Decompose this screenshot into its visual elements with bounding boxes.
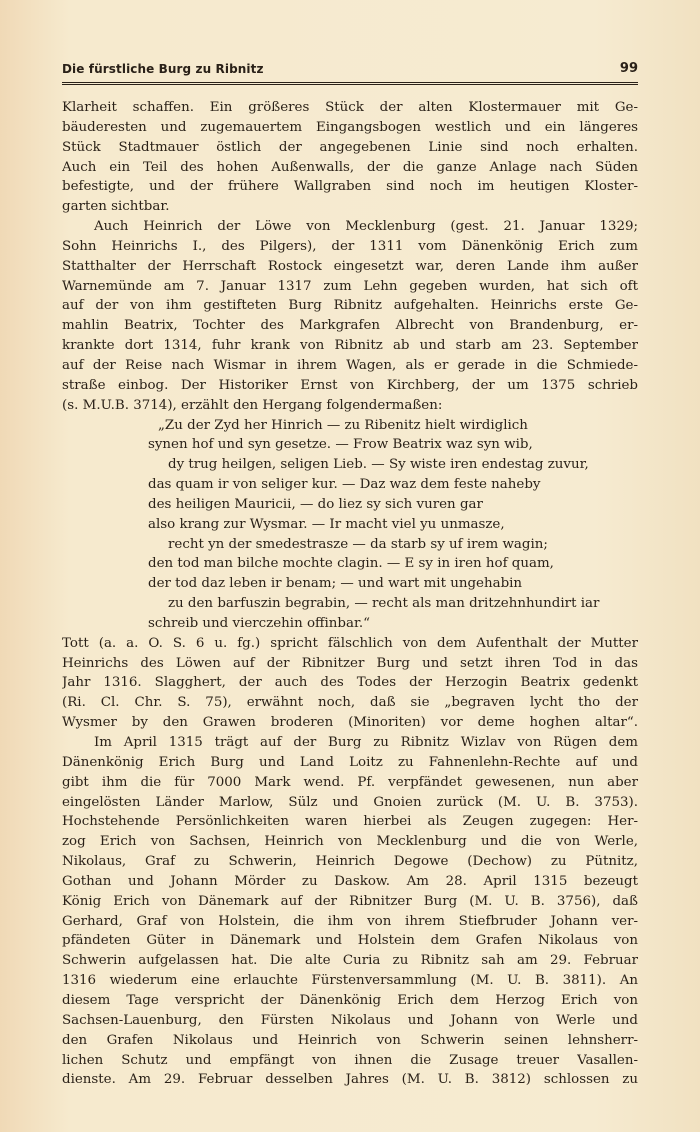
text-line: Gerhard, Graf von Holstein, die ihm von ihrem Stiefbruder Johann ver-: [62, 913, 638, 929]
text-line: lichen Schutz und empfängt von ihnen die Zusage treuer Vasallen-: [62, 1052, 638, 1068]
text-line: krankte dort 1314, fuhr krank von Ribnitz ab und starb am 23. September: [62, 338, 638, 354]
text-line: mahlin Beatrix, Tochter des Markgrafen Albrecht von Brandenburg, er-: [62, 318, 638, 334]
quote-line: also krang zur Wysmar. — Ir macht viel yu unmasze,: [148, 516, 505, 532]
text-line: Tott (a. a. O. S. 6 u. fg.) spricht fälschlich von dem Aufenthalt der Mutter: [62, 635, 638, 651]
text-line: pfändeten Güter in Dänemark und Holstein dem Grafen Nikolaus von: [62, 933, 638, 949]
quote-line: den tod man bilche mochte clagin. — E sy in iren hof quam,: [148, 556, 554, 572]
text-line: dienste. Am 29. Februar desselben Jahres (M. U. B. 3812) schlossen zu: [62, 1072, 638, 1088]
quote-line: „Zu der Zyd her Hinrich — zu Ribenitz hielt wirdiglich: [158, 417, 528, 433]
text-line: Statthalter der Herrschaft Rostock eingesetzt war, deren Lande ihm außer: [62, 258, 638, 274]
text-line: Hochstehende Persönlichkeiten waren hierbei als Zeugen zugegen: Her-: [62, 814, 638, 830]
text-line: Sohn Heinrichs I., des Pilgers), der 1311 vom Dänenkönig Erich zum: [62, 238, 638, 254]
page-number: 99: [619, 61, 638, 76]
quote-line: synen hof und syn gesetze. — Frow Beatrix waz syn wib,: [148, 437, 533, 453]
text-line: den Grafen Nikolaus und Heinrich von Schwerin seinen lehnsherr-: [62, 1032, 638, 1048]
text-line: Warnemünde am 7. Januar 1317 zum Lehn gegeben wurden, hat sich oft: [62, 278, 638, 294]
quote-line: des heiligen Mauricii, — do liez sy sich vuren gar: [148, 496, 483, 512]
quote-line: dy trug heilgen, seligen Lieb. — Sy wiste iren endestag zuvur,: [168, 457, 589, 473]
text-line: bäuderesten und zugemauertem Eingangsbogen westlich und ein längeres: [62, 119, 638, 135]
text-line: gibt ihm die für 7000 Mark wend. Pf. verpfändet gewesenen, nun aber: [62, 774, 638, 790]
text-line: Heinrichs des Löwen auf der Ribnitzer Burg und setzt ihren Tod in das: [62, 655, 638, 671]
text-line: auf der Reise nach Wismar in ihrem Wagen, als er gerade in die Schmiede-: [62, 357, 638, 373]
text-line: garten sichtbar.: [62, 199, 170, 215]
text-line: König Erich von Dänemark auf der Ribnitzer Burg (M. U. B. 3756), daß: [62, 893, 638, 909]
text-line: zog Erich von Sachsen, Heinrich von Mecklenburg und die von Werle,: [62, 834, 638, 850]
text-line: eingelösten Länder Marlow, Sülz und Gnoien zurück (M. U. B. 3753).: [62, 794, 638, 810]
quote-line: der tod daz leben ir benam; — und wart mit ungehabin: [148, 576, 523, 592]
text-line: Dänenkönig Erich Burg und Land Loitz zu Fahnenlehn-Rechte auf und: [62, 754, 638, 770]
text-line: straße einbog. Der Historiker Ernst von Kirchberg, der um 1375 schrieb: [62, 377, 638, 393]
text-line: Auch ein Teil des hohen Außenwalls, der die ganze Anlage nach Süden: [62, 159, 638, 175]
text-line: Gothan und Johann Mörder zu Daskow. Am 28. April 1315 bezeugt: [62, 873, 638, 889]
text-line: Klarheit schaffen. Ein größeres Stück der alten Klostermauer mit Ge-: [62, 100, 638, 115]
running-title: Die fürstliche Burg zu Ribnitz: [62, 62, 264, 76]
text-line: Im April 1315 trägt auf der Burg zu Ribnitz Wizlav von Rügen dem: [94, 735, 638, 750]
page-header: [62, 60, 638, 85]
text-line: (Ri. Cl. Chr. S. 75), erwähnt noch, daß sie „begraven lycht tho der: [62, 695, 638, 711]
quote-line: recht yn der smedestrasze — da starb sy uf irem wagin;: [168, 536, 548, 552]
text-line: Wysmer by den Grawen broderen (Minoriten) vor deme hoghen altar“.: [62, 715, 638, 731]
text-line: Schwerin aufgelassen hat. Die alte Curia zu Ribnitz sah am 29. Februar: [62, 953, 638, 969]
text-line: Sachsen-Lauenburg, den Fürsten Nikolaus und Johann von Werle und: [62, 1012, 638, 1028]
text-line: Stück Stadtmauer östlich der angegebenen Linie sind noch erhalten.: [62, 139, 638, 155]
text-line: auf der von ihm gestifteten Burg Ribnitz aufgehalten. Heinrichs erste Ge-: [62, 298, 638, 314]
text-line: 1316 wiederum eine erlauchte Fürstenversammlung (M. U. B. 3811). An: [62, 973, 638, 989]
quote-line: das quam ir von seliger kur. — Daz waz dem feste naheby: [148, 477, 541, 493]
text-line: diesem Tage verspricht der Dänenkönig Erich dem Herzog Erich von: [62, 992, 638, 1008]
text-line: Nikolaus, Graf zu Schwerin, Heinrich Degowe (Dechow) zu Pütnitz,: [62, 854, 638, 870]
text-line: (s. M.U.B. 3714), erzählt den Hergang folgendermaßen:: [62, 397, 443, 413]
text-line: befestigte, und der frühere Wallgraben sind noch im heutigen Kloster-: [62, 179, 638, 195]
text-line: Jahr 1316. Slagghert, der auch des Todes der Herzogin Beatrix gedenkt: [62, 675, 638, 691]
quote-line: zu den barfuszin begrabin, — recht als man dritzehnhundirt iar: [168, 596, 600, 612]
text-line: Auch Heinrich der Löwe von Mecklenburg (gest. 21. Januar 1329;: [94, 219, 638, 235]
quote-line: schreib und vierczehin offinbar.“: [148, 615, 371, 631]
body-text: [62, 98, 638, 1090]
